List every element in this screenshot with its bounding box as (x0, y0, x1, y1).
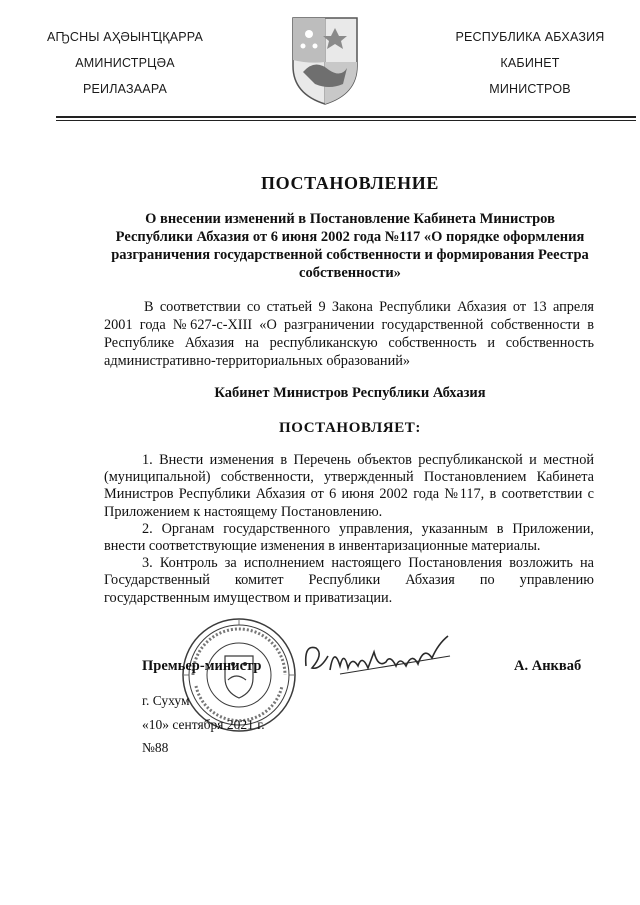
resolution-point: 2. Органам государственного управления, указанным в Приложении, внести соответствующие изменения в инвентаризационные материалы. (104, 520, 594, 555)
resolution-points (104, 452, 594, 607)
document-place: г. Сухум (142, 693, 190, 708)
header-left-line-3: РЕИЛАЗААРА (82, 82, 168, 96)
abkhazia-coat-of-arms-icon (289, 14, 361, 106)
header-right-line-3: МИНИСТРОВ (489, 82, 571, 96)
handwritten-signature (300, 626, 460, 684)
document-subject: О внесении изменений в Постановление Кабинета Министров Республики Абхазия от 6 июня 2002 года №117 «О порядке оформления разграничения государственной собственности и формирования Реестра собственности» (111, 211, 589, 281)
signatory-name: А. Анкваб (514, 658, 582, 674)
header-divider-thick (56, 116, 636, 118)
document-number: №88 (142, 740, 169, 755)
resolution-point: 3. Контроль за исполнением настоящего Постановления возложить на Государственный комитет Республики Абхазия по управлению государственным имуществом и приватизации. (104, 555, 594, 606)
header-left-line-2: АМИНИСТРЦӘА (75, 56, 175, 70)
header-divider-thin (56, 120, 636, 121)
header-left (20, 24, 230, 102)
signatory-position: Премьер-министр (142, 658, 262, 674)
issuing-body: Кабинет Министров Республики Абхазия (214, 385, 486, 401)
header-right-line-2: КАБИНЕТ (500, 56, 560, 70)
header-right (430, 24, 630, 102)
resolves-heading: ПОСТАНОВЛЯЕТ: (278, 420, 422, 436)
resolution-point: 1. Внести изменения в Перечень объектов республиканской и местной (муниципальной) собственности, утвержденный Постановлением Кабинета Министров Республики Абхазия от 6 июня 2002 года №117, в соответствии с Приложением к настоящему Постановлению. (104, 452, 594, 520)
document-preamble: В соответствии со статьей 9 Закона Республики Абхазия от 13 апреля 2001 года №627-с-XIII «О разграничении государственной собственности в Республике Абхазия на республиканскую собственность и собственность административно-территориальных образований» (104, 299, 594, 369)
document-title: ПОСТАНОВЛЕНИЕ (261, 173, 439, 193)
header-right-line-1: РЕСПУБЛИКА АБХАЗИЯ (455, 30, 605, 44)
document-date: «10» сентября 2021 г. (142, 717, 265, 732)
header-left-line-1: АҦСНЫ АҲӘЫНҴҚАРРА (46, 30, 204, 44)
